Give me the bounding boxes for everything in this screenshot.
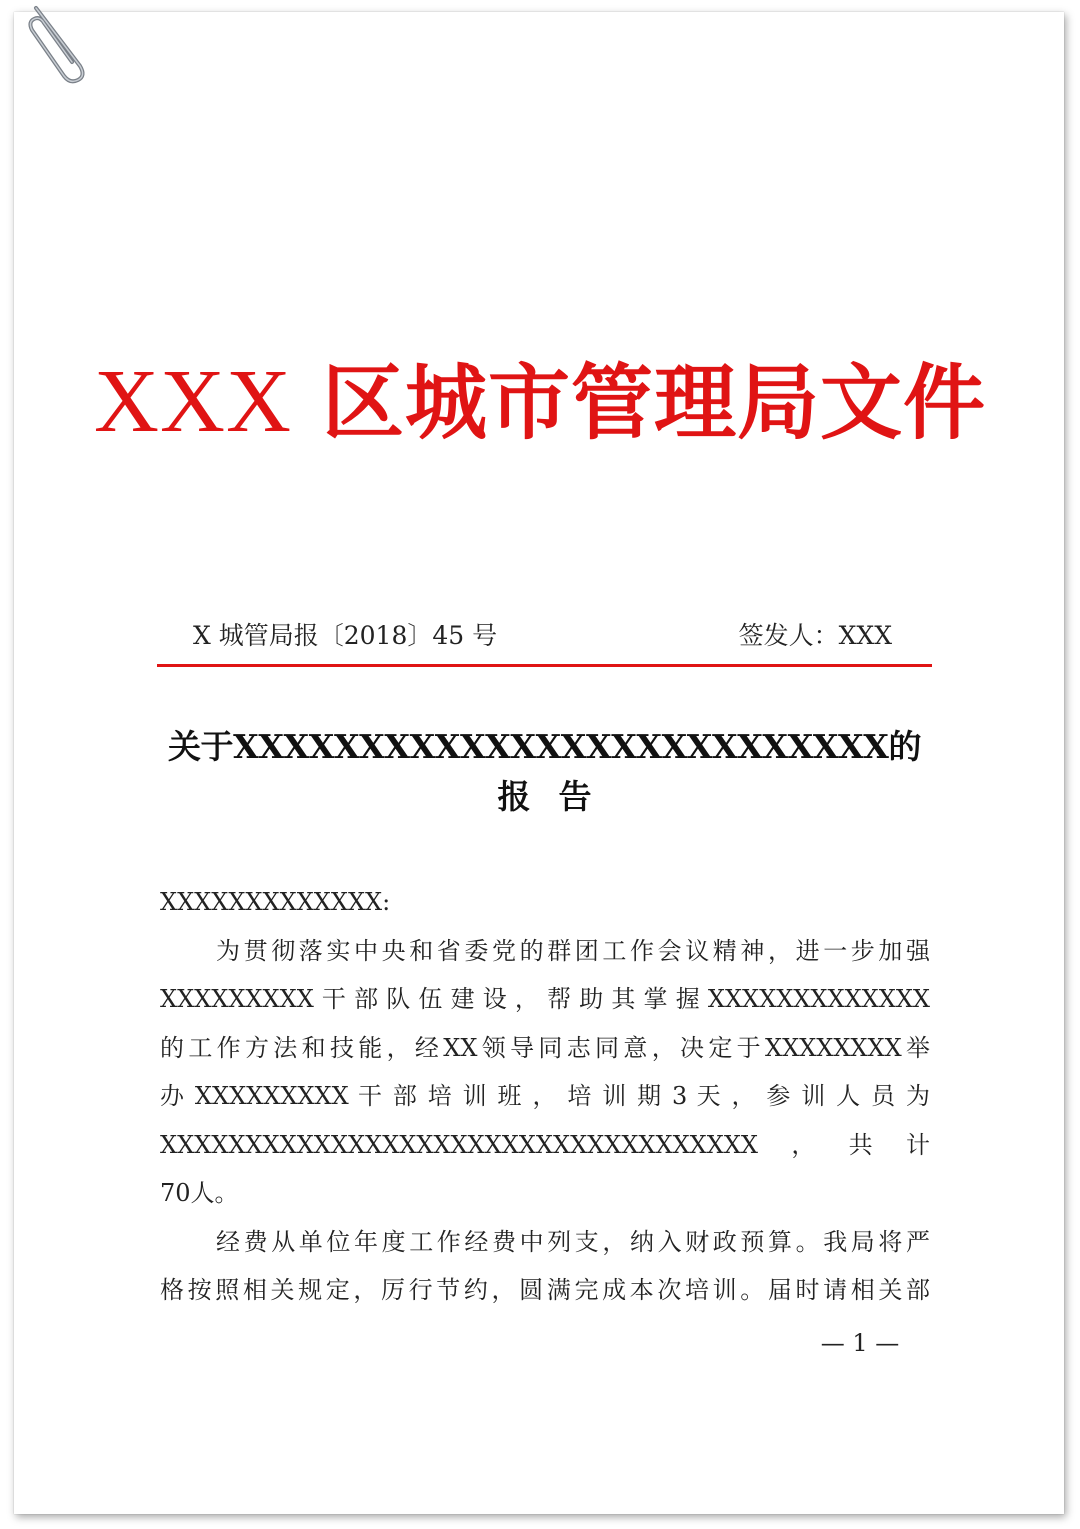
paragraph-1-line: 办 XXXXXXXXX 干 部 培 训 班 ， 培 训 期 3 天 ， 参 训 人 员 为 <box>160 1082 930 1110</box>
salutation: XXXXXXXXXXXXX: <box>160 888 391 916</box>
report-title-line-2: 报告 <box>497 777 620 816</box>
paperclip-icon <box>22 0 92 90</box>
paragraph-1-line: 70人。 <box>160 1179 239 1207</box>
document-body <box>160 878 930 1315</box>
paragraph-1-line: XXXXXXXXX干部队伍建设，帮助其掌握XXXXXXXXXXXXX <box>160 985 930 1013</box>
report-title-line-1: 关于XXXXXXXXXXXXXXXXXXXXXXXXXX的 <box>167 727 922 766</box>
paragraph-1-line: 为贯彻落实中央和省委党的群团工作会议精神，进一步加强 <box>216 936 930 965</box>
document-number: X 城管局报〔2018〕45 号 <box>193 621 498 650</box>
paragraph-2-line: 格按照相关规定，厉行节约，圆满完成本次培训。届时请相关部 <box>160 1276 930 1304</box>
paragraph-1-line: XXXXXXXXXXXXXXXXXXXXXXXXXXXXXXXXXXX，共计 <box>160 1130 930 1159</box>
page-number: — 1 — <box>820 1329 900 1357</box>
signer: 签发人：XXX <box>738 621 892 650</box>
report-title <box>157 722 932 822</box>
paragraph-1-line: 的工作方法和技能，经XX领导同志同意，决定于XXXXXXXX举 <box>160 1033 930 1062</box>
masthead-cjk: 区城市管理局文件 <box>321 355 986 451</box>
paragraph-2-line: 经费从单位年度工作经费中列支，纳入财政预算。我局将严 <box>216 1227 930 1256</box>
masthead-latin: XXX <box>93 352 292 451</box>
red-divider <box>157 664 932 667</box>
masthead-title <box>0 352 1080 453</box>
